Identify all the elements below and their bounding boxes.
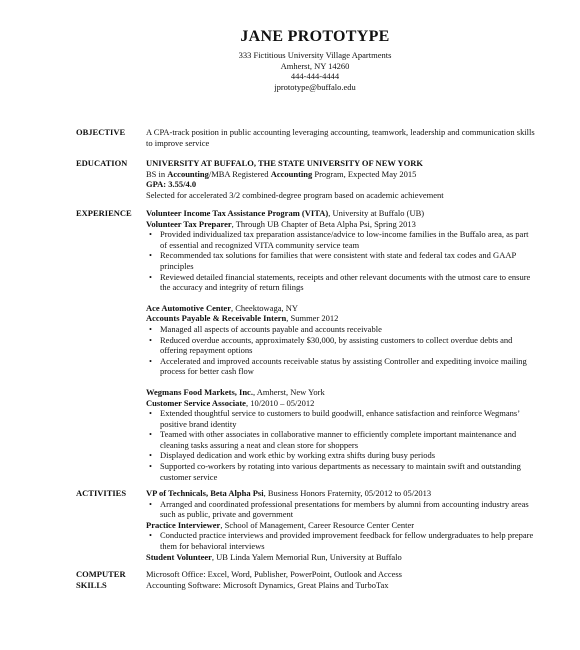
address-line-1: 333 Fictitious University Village Apartments — [238, 50, 392, 60]
job-bullets — [146, 324, 536, 377]
activity-head: VP of Technicals, Beta Alpha Psi, Business Honors Fraternity, 05/2012 to 05/2013 — [146, 488, 432, 498]
activities-section — [76, 488, 536, 562]
objective-heading: OBJECTIVE — [76, 127, 126, 137]
list-item: • Managed all aspects of accounts payable and accounts receivable — [160, 324, 536, 335]
job-org-line: Volunteer Income Tax Assistance Program (VITA), University at Buffalo (UB) — [146, 208, 425, 218]
job-bullets — [146, 229, 536, 293]
experience-section — [76, 208, 536, 482]
gpa-line: GPA: 3.55/4.0 — [146, 179, 197, 190]
list-item: • Extended thoughtful service to customers to build goodwill, enhance satisfaction and reinforce Wegmans’ positive brand identity — [160, 408, 536, 429]
objective-text: A CPA-track position in public accounting leveraging accounting, teamwork, leadership and communication skills to improve service — [146, 127, 535, 148]
resume-header — [0, 28, 580, 92]
candidate-name: JANE PROTOTYPE — [240, 28, 390, 45]
job-org-line: Ace Automotive Center, Cheektowaga, NY — [146, 302, 299, 313]
objective-section — [76, 127, 536, 148]
activity-head: Practice Interviewer, School of Management, Career Resource Center Center — [146, 519, 415, 530]
email-address: jprototype@buffalo.edu — [274, 81, 356, 92]
job-role-line: Volunteer Tax Preparer, Through UB Chapter of Beta Alpha Psi, Spring 2013 — [146, 218, 416, 229]
list-item: • Arranged and coordinated professional presentations for members by alumni from accounting industry areas such as public, private and government — [160, 499, 536, 520]
job-org-line: Wegmans Food Markets, Inc., Amherst, New York — [146, 386, 325, 397]
activities-heading: ACTIVITIES — [76, 488, 127, 498]
list-item: • Reduced overdue accounts, approximately $30,000, by assisting customers to collect overdue debts and offering repayment options — [160, 335, 536, 356]
school-name: UNIVERSITY AT BUFFALO, THE STATE UNIVERSITY OF NEW YORK — [146, 158, 424, 168]
list-item: • Accelerated and improved accounts receivable status by assisting Controller and expediting invoice mailing process for better cash flow — [160, 356, 536, 377]
skills-line-office: Microsoft Office: Excel, Word, Publisher, PowerPoint, Outlook and Access — [146, 569, 402, 579]
experience-heading: EXPERIENCE — [76, 208, 132, 218]
job-entry — [146, 387, 536, 482]
job-entry — [146, 208, 536, 293]
address-line-2: Amherst, NY 14260 — [280, 60, 350, 71]
degree-line: BS in Accounting/MBA Registered Accounting Program, Expected May 2015 — [146, 168, 417, 179]
activity-head: Student Volunteer, UB Linda Yalem Memorial Run, University at Buffalo — [146, 551, 402, 562]
education-note: Selected for accelerated 3/2 combined-degree program based on academic achievement — [146, 189, 444, 200]
list-item: • Conducted practice interviews and provided improvement feedback for fellow undergraduates to help prepare them for behavioral interviews — [160, 530, 536, 551]
list-item: • Supported co-workers by rotating into various departments as necessary to maintain swift and outstanding customer service — [160, 461, 536, 482]
list-item: • Reviewed detailed financial statements, receipts and other relevant documents with the utmost care to ensure the accuracy and integrity of return filings — [160, 272, 536, 293]
skills-line-accounting: Accounting Software: Microsoft Dynamics, Great Plains and TurboTax — [146, 579, 389, 590]
job-bullets — [146, 408, 536, 482]
activity-bullets — [146, 530, 536, 551]
list-item: • Displayed dedication and work ethic by working extra shifts during busy periods — [160, 450, 536, 461]
list-item: • Teamed with other associates in collaborative manner to efficiently complete important maintenance and cleaning tasks assuring a neat and clean store for shoppers — [160, 429, 536, 450]
list-item: • Provided individualized tax preparation assistance/advice to low-income families in the Buffalo area, as part of essential and recognized VITA community service team — [160, 229, 536, 250]
activity-bullets — [146, 499, 536, 520]
job-entry — [146, 303, 536, 377]
job-role-line: Accounts Payable & Receivable Intern, Summer 2012 — [146, 313, 339, 324]
job-role-line: Customer Service Associate, 10/2010 – 05/2012 — [146, 397, 315, 408]
education-heading: EDUCATION — [76, 158, 128, 168]
phone-number: 444-444-4444 — [290, 71, 340, 81]
skills-heading: COMPUTER SKILLS — [76, 569, 126, 590]
education-section — [76, 158, 536, 200]
contact-block — [50, 50, 580, 92]
skills-section — [76, 569, 536, 590]
list-item: • Recommended tax solutions for families that were consistent with state and federal tax codes and GAAP principles — [160, 250, 536, 271]
